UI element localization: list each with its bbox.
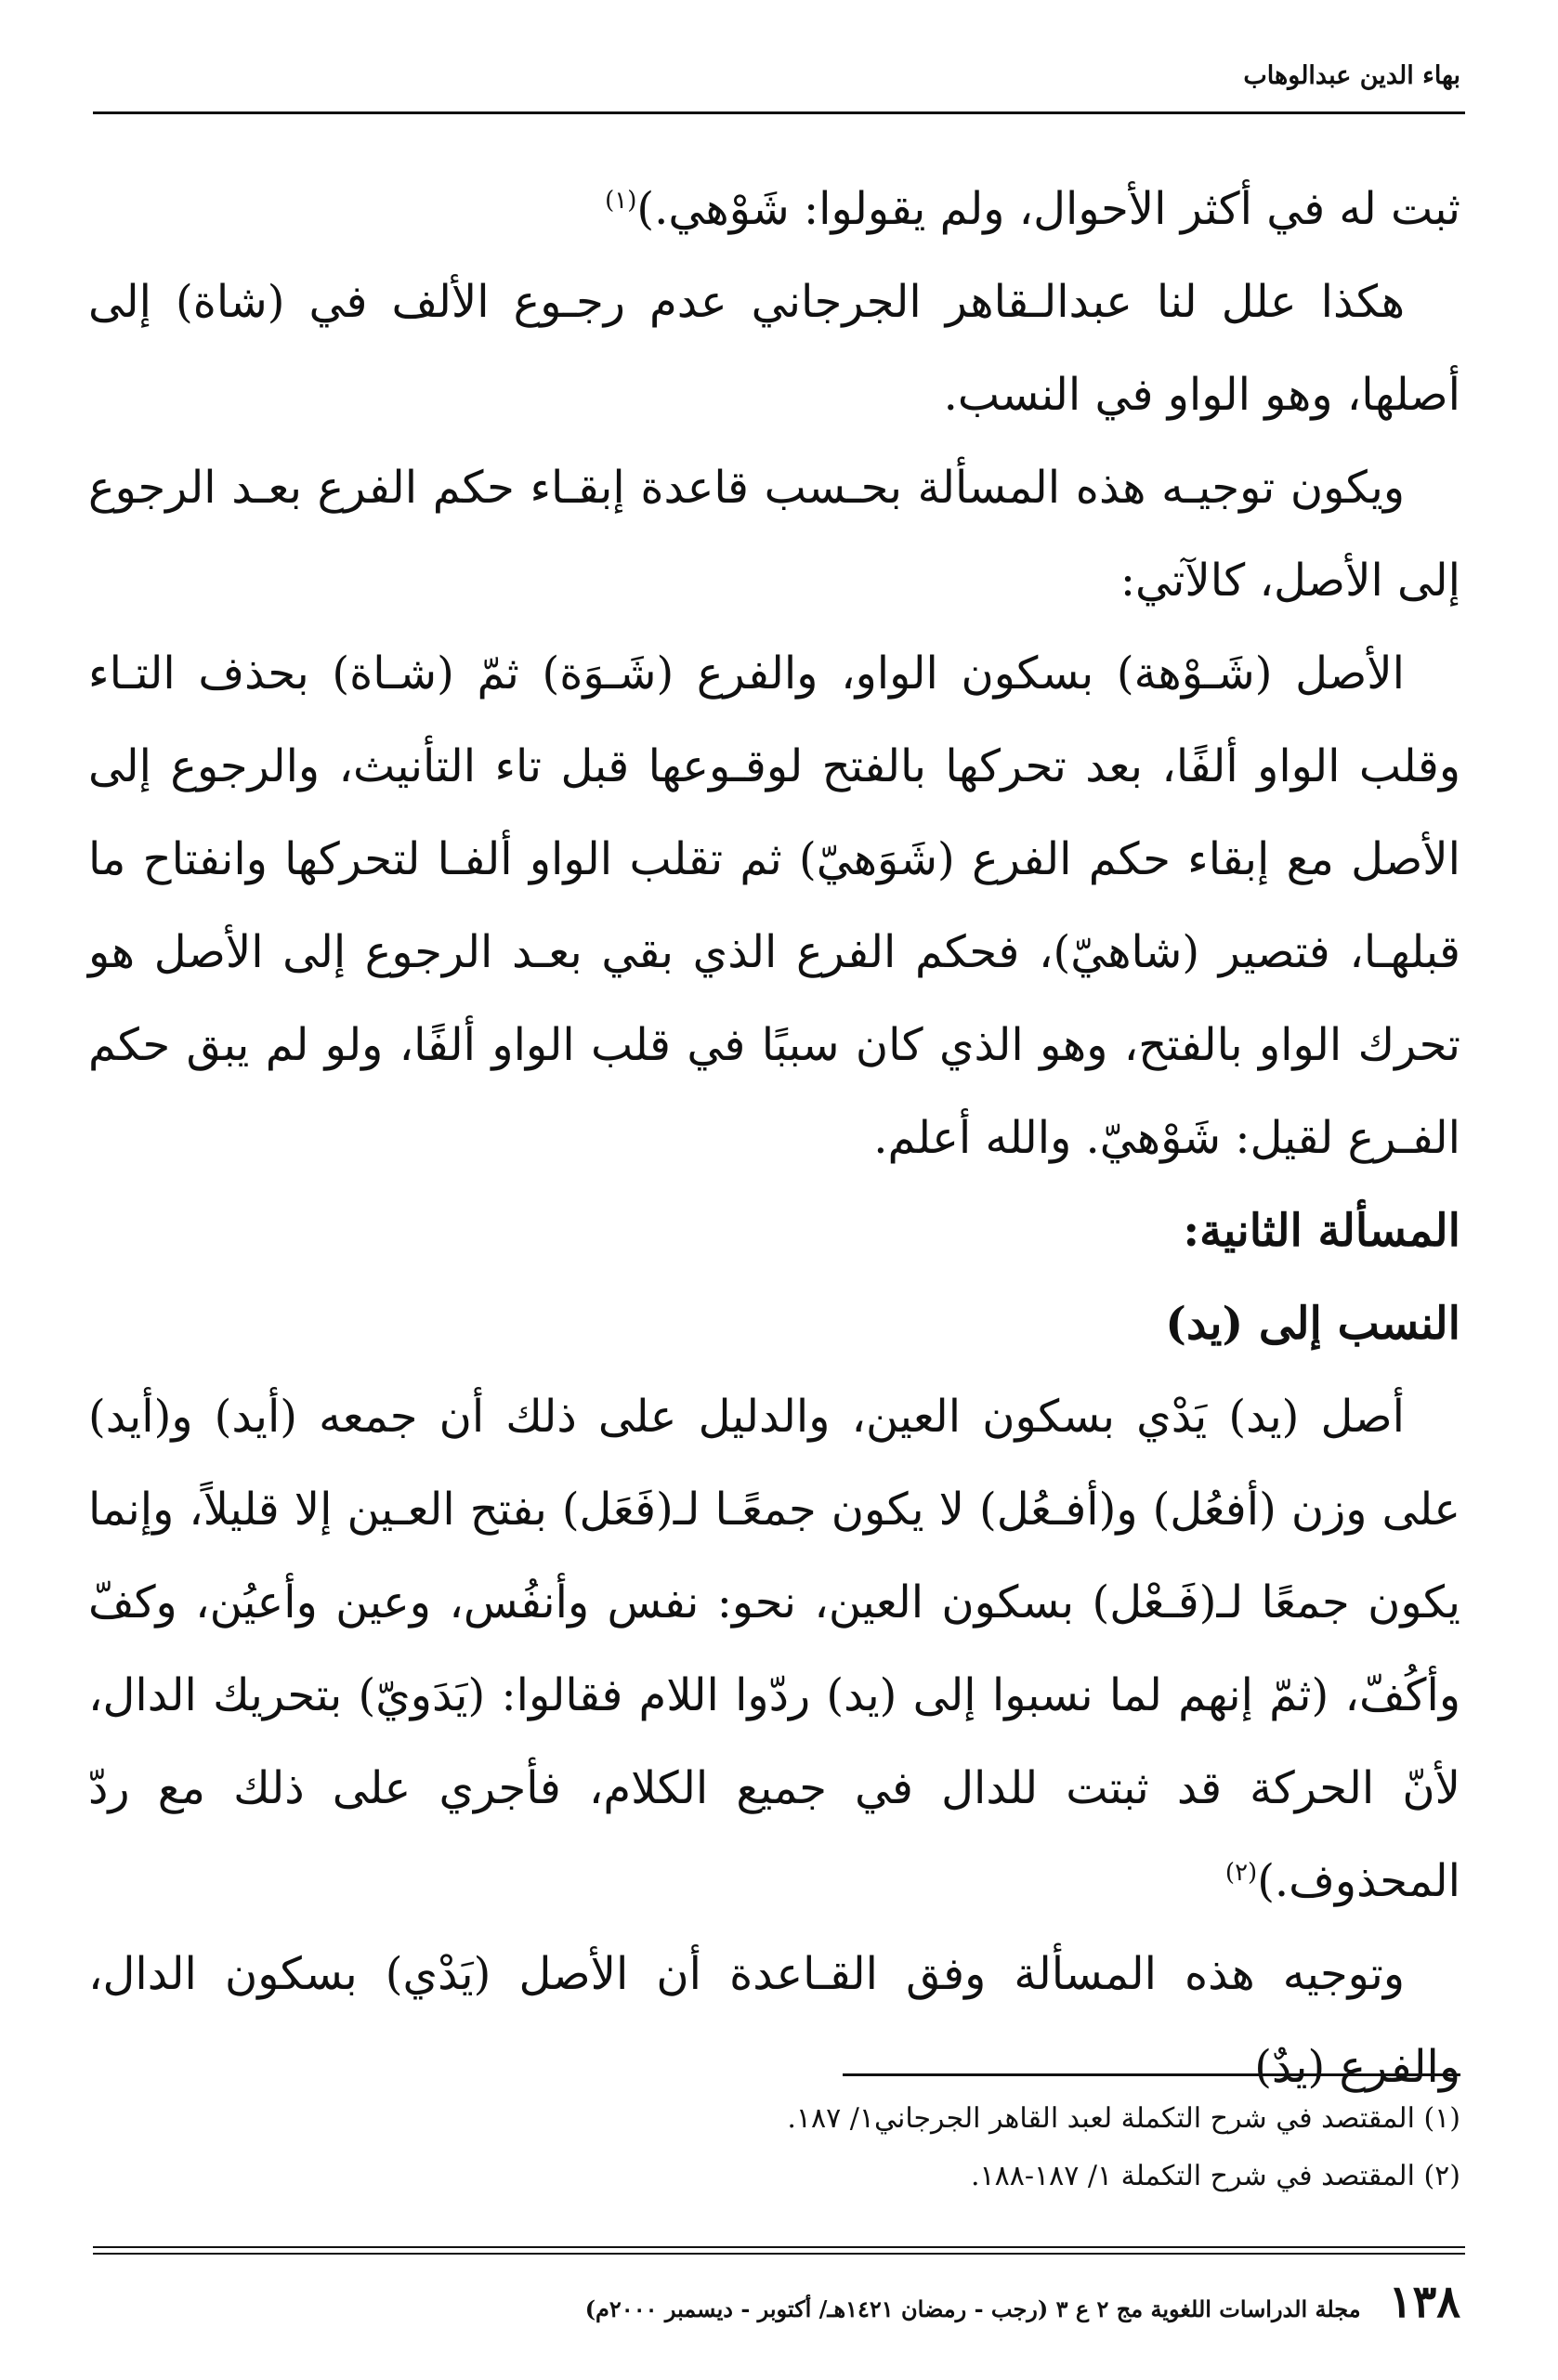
footnotes: [88, 2090, 1460, 2205]
page-number: ١٣٨: [1388, 2276, 1460, 2328]
paragraph-3: ويكون توجيـه هذه المسألة بحـسب قاعدة إبقـاء حكم الفرع بعـد الرجوع إلى الأصل، كالآتي:: [88, 462, 1460, 607]
footnote-2: (٢) المقتصد في شرح التكملة ١/ ١٨٧-١٨٨.: [970, 2160, 1460, 2192]
footnote-ref-2: (٢): [1224, 1859, 1258, 1887]
section-heading: المسألة الثانية:: [1183, 1205, 1460, 1257]
header-rule: [93, 111, 1465, 114]
page-footer: [88, 2274, 1460, 2337]
footer-rule-upper: [93, 2246, 1465, 2248]
footer-rule-lower: [93, 2253, 1465, 2255]
footnote-1: (١) المقتصد في شرح التكملة لعبد القاهر الجرجاني١/ ١٨٧.: [787, 2102, 1460, 2135]
journal-citation: مجلة الدراسات اللغوية مج ٢ ع ٣ (رجب - رمضان ١٤٢١هـ/ أكتوبر - ديسمبر ٢٠٠٠م): [584, 2295, 1361, 2322]
paragraph-1: [88, 163, 1460, 255]
paragraph-5-text: أصل (يد) يَدْي بسكون العين، والدليل على ذلك أن جمعه (أيد) و(أيد) على وزن (أفعُل) و(أفـعُل) لا يكون جمعًـا لـ(فَعَل) بفتح العـين إلا قليلاً، وإنما يكون جمعًا لـ(فَـعْل) بسكون العين، نحو: نفس وأنفُس، وعين وأعيُن، وكفّ وأكُفّ، (ثمّ إنهم لما نسبوا إلى (يد) ردّوا اللام فقالوا: (يَدَويّ) بتحريك الدال، لأنّ الحركة قد ثبتت للدال في جميع الكلام، فأجري على ذلك مع ردّ المحذوف.): [88, 1391, 1460, 1907]
paragraph-5: [88, 1370, 1460, 1928]
running-head: بهاء الدين عبدالوهاب: [1243, 61, 1460, 90]
paragraph-1-text: ثبت له في أكثر الأحوال، ولم يقولوا: شَوْهي.): [636, 183, 1460, 235]
paragraph-2: هكذا علل لنا عبدالـقاهر الجرجاني عدم رجـوع الألف في (شاة) إلى أصلها، وهو الواو في النسب.: [88, 276, 1460, 421]
paragraph-6: وتوجيه هذه المسألة وفق القـاعدة أن الأصل (يَدْي) بسكون الدال، والفرع (يدٌ): [88, 1948, 1460, 2093]
subsection-heading: النسب إلى (يد): [1165, 1298, 1460, 1350]
paragraph-4: الأصل (شَـوْهة) بسكون الواو، والفرع (شَـوَة) ثمّ (شـاة) بحذف التـاء وقلب الواو ألفًا، بعد تحركها بالفتح لوقـوعها قبل تاء التأنيث، والرجوع إلى الأصل مع إبقاء حكم الفرع (شَوَهيّ) ثم تقلب الواو ألفـا لتحركها وانفتاح ما قبلهـا، فتصير (شاهيّ)، فحكم الفرع الذي بقي بعـد الرجوع إلى الأصل هو تحرك الواو بالفتح، وهو الذي كان سببًا في قلب الواو ألفًا، ولو لم يبق حكم الفـرع لقيل: شَوْهيّ. والله أعلم.: [88, 647, 1461, 1164]
footnote-ref-1: (١): [605, 187, 637, 215]
footnote-rule: [843, 2073, 1460, 2076]
body-text: [88, 163, 1460, 2113]
